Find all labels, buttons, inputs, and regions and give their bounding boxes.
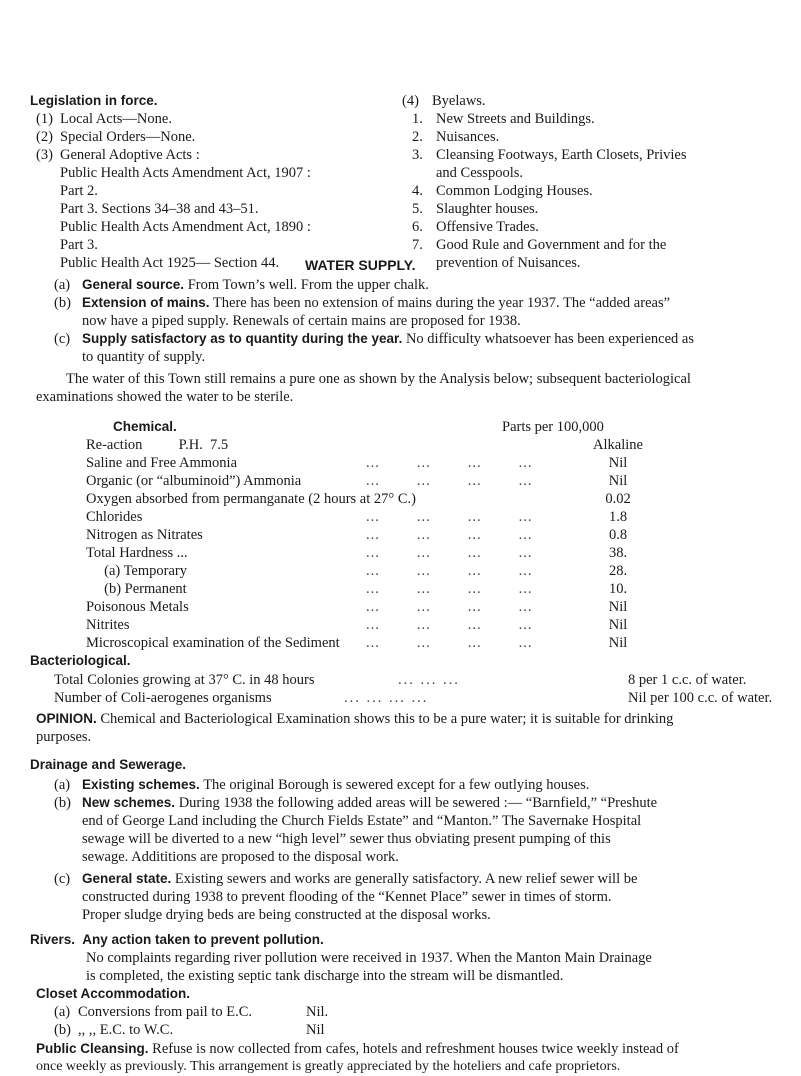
water-paragraph — [36, 370, 786, 406]
leader-dots: ... ... ... ... — [366, 527, 533, 543]
analysis-row — [86, 526, 706, 544]
analysis-value: 28. — [608, 563, 628, 579]
subline: Part 3. — [60, 237, 98, 253]
analysis-label: Organic (or “albuminoid”) Ammonia — [86, 473, 302, 489]
drainage-section: (a) Existing schemes. The original Borough is sewered except for a few outlying houses. (b) New schemes. During 1938 the following added areas will be sewered :— “Barnfield,” “Preshute end of George Land including the Church Fields Estate” and “Manton.” The Savernake Hospital sewage will be diverted to a new “high level” sewer thus obviating present pumping of this sewage. Addititions are proposed to the disposal work. (c) General state. Existing sewers and works are generally satisfactory. A new relief sewer will be constructed during 1938 to prevent flooding of the “Kennet Place” sewer in times of storm. Proper sludge drying beds are being constructed at the disposal works. — [54, 777, 658, 923]
subline: Part 2. — [60, 183, 98, 199]
water-para-line: examinations showed the water to be sterile. — [36, 389, 294, 405]
rivers-section: Rivers. Any action taken to prevent pollution. No complaints regarding river pollution were received in 1937. When the Manton Main Drainage is completed, the existing septic tank discharge into the stream will be dismantled. — [30, 932, 652, 984]
subline: Public Health Acts Amendment Act, 1907 : — [60, 165, 311, 181]
byelaw-item: 4. Common Lodging Houses. — [412, 183, 593, 199]
water-b-cont: now have a piped supply. Renewals of certain mains are proposed for 1938. — [82, 313, 521, 329]
analysis-value: Nil — [608, 617, 628, 633]
legislation-item: (1) Local Acts—None. — [36, 111, 172, 127]
byelaws-title: Byelaws. — [432, 93, 486, 109]
analysis-row — [86, 598, 706, 616]
water-c: (c) Supply satisfactory as to quantity during the year. No difficulty whatsoever has been experienced as — [54, 331, 694, 347]
analysis-row — [86, 490, 706, 508]
legislation-item: (2) Special Orders—None. — [36, 129, 196, 145]
analysis-label: Oxygen absorbed from permanganate (2 hours at 27° C.) — [86, 491, 416, 507]
analysis-value: 10. — [608, 581, 628, 597]
cleansing-line: once weekly as previously. This arrangement is greatly appreciated by the hoteliers and cafe proprietors. — [36, 1059, 621, 1074]
leader-dots: ... ... ... ... — [366, 545, 533, 561]
analysis-row — [86, 544, 706, 562]
water-a: (a) General source. From Town’s well. From the upper chalk. — [54, 277, 429, 293]
byelaw-item: 1. New Streets and Buildings. — [412, 111, 595, 127]
byelaws-num: (4) — [402, 93, 419, 109]
leader-dots: ... ... ... ... — [366, 455, 533, 471]
byelaw-item: 6. Offensive Trades. — [412, 219, 539, 235]
closet-section: Closet Accommodation. (a) Conversions from pail to E.C. Nil. (b) ,, ,, E.C. to W.C. Nil — [36, 986, 329, 1038]
leader-dots: ... ... ... ... — [366, 509, 533, 525]
analysis-label: Poisonous Metals — [86, 599, 189, 615]
legislation-list — [36, 110, 366, 272]
water-b: (b) Extension of mains. There has been no extension of mains during the year 1937. The “added areas” — [54, 295, 671, 311]
parts-heading: Parts per 100,000 — [502, 419, 604, 435]
analysis-row — [86, 472, 706, 490]
analysis-value: Nil — [608, 455, 628, 471]
analysis-label: (b) Permanent — [86, 581, 187, 597]
analysis-row — [86, 616, 706, 634]
analysis-label: Microscopical examination of the Sediment — [86, 635, 340, 651]
analysis-label: Re-action P.H. 7.5 — [86, 437, 229, 453]
analysis-row — [86, 436, 706, 454]
opinion: OPINION. Chemical and Bacteriological Examination shows this to be a pure water; it is suitable for drinking purposes. — [36, 711, 674, 745]
analysis-label: Nitrites — [86, 617, 130, 633]
analysis-row — [86, 508, 706, 526]
legislation-heading: Legislation in force. — [30, 93, 158, 108]
byelaw-item: 3. Cleansing Footways, Earth Closets, Privies — [412, 147, 687, 163]
analysis-value: Nil — [608, 599, 628, 615]
water-heading: WATER SUPPLY. — [305, 257, 416, 273]
leader-dots: ... ... ... ... — [366, 581, 533, 597]
subline: Public Health Act 1925— Section 44. — [60, 255, 280, 271]
bacteriological-heading: Bacteriological. — [30, 653, 131, 668]
analysis-label: Saline and Free Ammonia — [86, 455, 238, 471]
cleansing-section: Public Cleansing. Refuse is now collected from cafes, hotels and refreshment houses twice weekly instead of — [36, 1041, 679, 1057]
analysis-row — [86, 580, 706, 598]
analysis-label: Nitrogen as Nitrates — [86, 527, 203, 543]
analysis-value: Nil — [608, 473, 628, 489]
bact-row: Total Colonies growing at 37° C. in 48 hours ... ... ... 8 per 1 c.c. of water. — [54, 672, 747, 688]
subline: Public Health Acts Amendment Act, 1890 : — [60, 219, 311, 235]
analysis-value: Alkaline — [593, 437, 643, 453]
byelaw-item: prevention of Nuisances. — [436, 255, 581, 271]
leader-dots: ... ... ... ... — [366, 617, 533, 633]
leader-dots: ... ... ... ... — [366, 599, 533, 615]
analysis-row — [86, 562, 706, 580]
analysis-value: 1.8 — [608, 509, 628, 525]
analysis-label: (a) Temporary — [86, 563, 187, 579]
analysis-label: Total Hardness ... — [86, 545, 188, 561]
water-c-cont: to quantity of supply. — [82, 349, 206, 365]
chemical-heading: Chemical. — [113, 419, 177, 434]
analysis-value: 38. — [608, 545, 628, 561]
analysis-value: 0.8 — [608, 527, 628, 543]
analysis-label: Chlorides — [86, 509, 143, 525]
byelaws — [402, 92, 782, 272]
water-section — [54, 276, 784, 366]
byelaw-item: and Cesspools. — [436, 165, 523, 181]
byelaw-item: 5. Slaughter houses. — [412, 201, 539, 217]
bact-row: Number of Coli-aerogenes organisms ... ... ... ... Nil per 100 c.c. of water. — [54, 690, 773, 706]
analysis-row — [86, 454, 706, 472]
analysis-row — [86, 634, 706, 652]
analysis-value: Nil — [608, 635, 628, 651]
leader-dots: ... ... ... ... — [366, 473, 533, 489]
byelaw-item: 2. Nuisances. — [412, 129, 500, 145]
leader-dots: ... ... ... ... — [366, 635, 533, 651]
drainage-heading: Drainage and Sewerage. — [30, 757, 187, 772]
analysis-value: 0.02 — [605, 491, 631, 507]
bacteriological-table — [54, 671, 784, 707]
subline: Part 3. Sections 34–38 and 43–51. — [60, 201, 259, 217]
legislation-item: (3) General Adoptive Acts : — [36, 147, 200, 163]
leader-dots: ... ... ... ... — [366, 563, 533, 579]
water-para-line: The water of this Town still remains a pure one as shown by the Analysis below; subsequent bacteriological — [66, 371, 691, 387]
byelaw-item: 7. Good Rule and Government and for the — [412, 237, 667, 253]
